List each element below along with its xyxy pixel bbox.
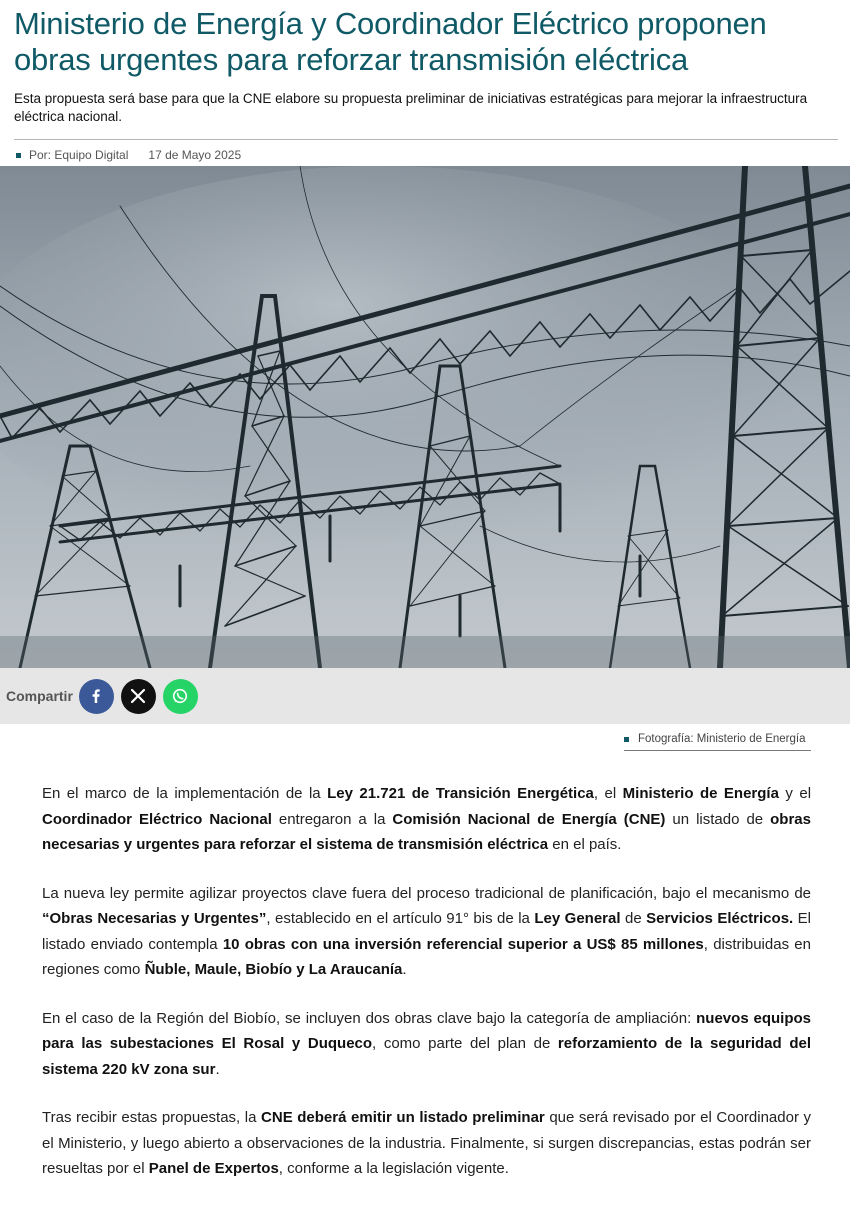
text-run: un listado de (665, 810, 771, 828)
share-bar (0, 668, 850, 724)
text-run: El listado enviado contempla (42, 910, 812, 953)
bold-text: Coordinador Eléctrico Nacional (42, 810, 272, 828)
bold-text: Panel de Expertos (148, 1160, 279, 1177)
share-label: Compartir (6, 688, 73, 704)
text-run: y el (778, 785, 812, 802)
facebook-icon (88, 688, 104, 704)
bold-text: Comisión Nacional de Energía (CNE) (392, 810, 666, 828)
bold-text: Ley General (534, 910, 621, 927)
text-run: La nueva ley permite agilizar proyectos clave fuera del proceso tradicional de planificación, bajo el mecanismo de (42, 884, 811, 902)
paragraph (42, 781, 811, 858)
whatsapp-share-button[interactable] (163, 679, 198, 714)
paragraph (42, 1006, 811, 1083)
paragraph (42, 881, 811, 983)
photo-credit (624, 733, 811, 751)
text-run: Tras recibir estas propuestas, la (42, 1109, 262, 1126)
text-run: En el marco de la implementación de la (42, 785, 328, 802)
whatsapp-icon (171, 687, 189, 705)
article-body (42, 781, 811, 1205)
bold-text: Ñuble, Maule, Biobío y La Araucanía (144, 961, 403, 978)
publish-date: 17 de Mayo 2025 (148, 148, 242, 162)
transmission-towers-image (0, 166, 850, 668)
bold-text: Servicios Eléctricos. (646, 910, 794, 927)
text-run: . (402, 961, 407, 978)
text-run: , establecido en el artículo 91° bis de la (266, 910, 535, 927)
text-run: . (215, 1060, 220, 1078)
article-subtitle: Esta propuesta será base para que la CNE elabore su propuesta preliminar de iniciativas estratégicas para mejorar la infraestructura eléctrica nacional. (14, 91, 808, 124)
author-link[interactable]: Por: Equipo Digital (29, 148, 129, 162)
bold-text: CNE deberá emitir un listado preliminar (261, 1109, 545, 1126)
x-share-button[interactable] (121, 679, 156, 714)
bold-text: Ministerio de Energía (622, 785, 779, 802)
text-run: , distribuidas en regiones como (42, 935, 811, 978)
text-run: que será revisado por el Coordinador y el Ministerio, y luego abierto a observaciones de la industria. Finalmente, si surgen discrepancias, estas podrán ser resueltas por el (42, 1109, 812, 1177)
bold-text: reforzamiento de la seguridad del sistema 220 kV zona sur (42, 1035, 811, 1078)
square-bullet-icon (624, 737, 629, 742)
text-run: , el (593, 785, 623, 802)
x-icon (130, 688, 146, 704)
paragraph (42, 1105, 811, 1182)
bold-text: obras necesarias y urgentes para reforzar el sistema de transmisión eléctrica (42, 810, 811, 853)
text-run: de (620, 910, 647, 927)
text-run: , como parte del plan de (372, 1035, 558, 1052)
photo-credit-text: Fotografía: Ministerio de Energía (638, 733, 806, 745)
text-run: entregaron a la (271, 810, 393, 828)
article-title: Ministerio de Energía y Coordinador Eléctrico proponen obras urgentes para reforzar transmisión eléctrica (14, 6, 767, 77)
text-run: en el país. (548, 836, 622, 853)
facebook-share-button[interactable] (79, 679, 114, 714)
bold-text: 10 obras con una inversión referencial superior a US$ 85 millones (222, 935, 704, 953)
article-photo (0, 166, 850, 668)
bold-text: “Obras Necesarias y Urgentes” (42, 910, 267, 927)
article-header (0, 0, 850, 170)
bold-text: Ley 21.721 de Transición Energética (327, 785, 594, 802)
text-run: En el caso de la Región del Biobío, se incluyen dos obras clave bajo la categoría de ampliación: (42, 1009, 697, 1027)
text-run: , conforme a la legislación vigente. (278, 1160, 509, 1177)
bold-text: nuevos equipos para las subestaciones El Rosal y Duqueco (42, 1009, 811, 1052)
square-bullet-icon (16, 153, 21, 158)
